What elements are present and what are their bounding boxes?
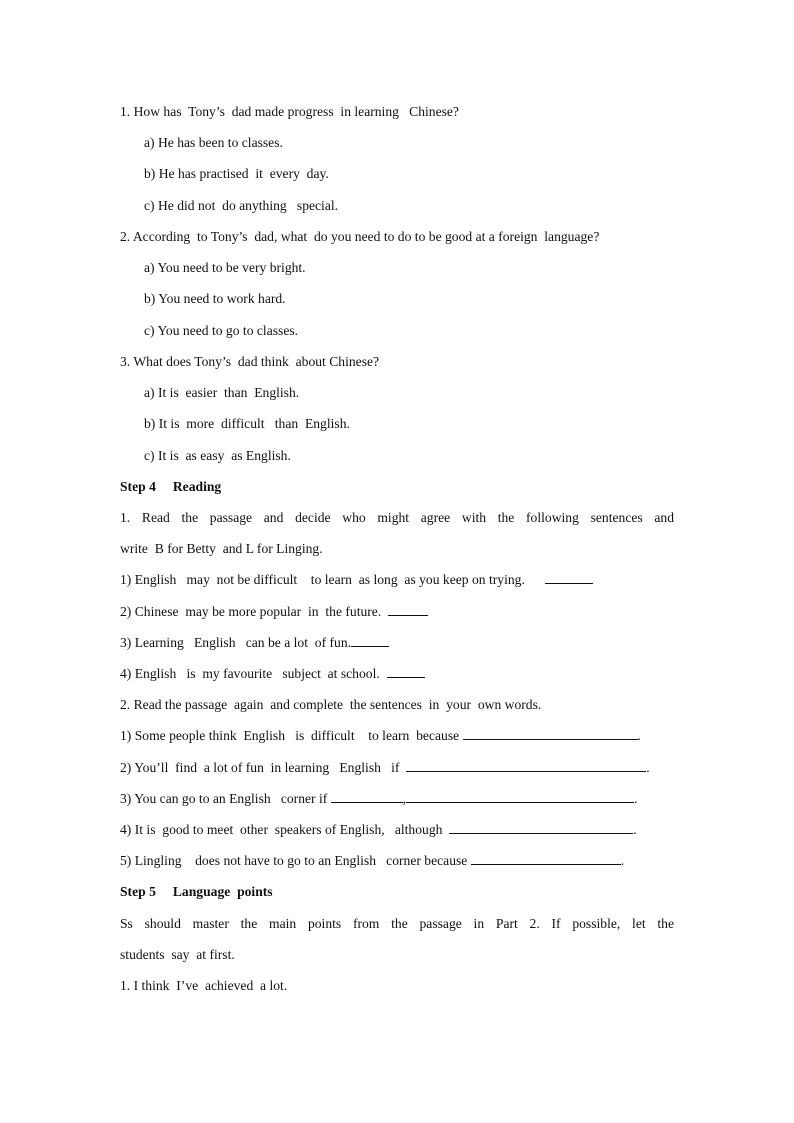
answer-blank[interactable] [471, 852, 621, 865]
q3-option-c: c) It is as easy as English. [144, 448, 291, 463]
step5-point-1: 1. I think I’ve achieved a lot. [120, 978, 288, 993]
answer-blank[interactable] [331, 790, 403, 803]
step4-item1-2: 2) Chinese may be more popular in the future. [120, 602, 428, 622]
q1-option-a: a) He has been to classes. [144, 135, 283, 150]
step4-item1-3: 3) Learning English can be a lot of fun. [120, 633, 389, 653]
step5-para-line1: Ss should master the main points from the passage in Part 2. If possible, let the [120, 916, 674, 931]
q1-option-c: c) He did not do anything special. [144, 198, 339, 213]
q2-option-c: c) You need to go to classes. [144, 323, 299, 338]
step4-heading: Step 4 Reading [120, 479, 222, 494]
question-1: 1. How has Tony’s dad made progress in learning Chinese? [120, 104, 459, 119]
step5-heading: Step 5 Language points [120, 884, 273, 899]
step4-item2-5: 5) Lingling does not have to go to an English corner because . [120, 853, 625, 868]
answer-blank[interactable] [463, 727, 638, 740]
step4-item2-3: 3) You can go to an English corner if , . [120, 791, 638, 806]
answer-blank[interactable] [388, 603, 428, 616]
answer-blank[interactable] [406, 790, 634, 803]
step4-item1-4: 4) English is my favourite subject at school. [120, 664, 425, 684]
step4-item2-1: 1) Some people think English is difficult to learn because . [120, 728, 641, 743]
answer-blank[interactable] [449, 821, 633, 834]
step5-para-line2: students say at first. [120, 947, 235, 962]
step4-task2: 2. Read the passage again and complete the sentences in your own words. [120, 697, 542, 712]
step4-item2-4: 4) It is good to meet other speakers of English, although . [120, 822, 637, 837]
question-3: 3. What does Tony’s dad think about Chinese? [120, 354, 380, 369]
step4-item2-2: 2) You’ll find a lot of fun in learning English if . [120, 760, 650, 775]
answer-blank[interactable] [545, 571, 593, 584]
answer-blank[interactable] [406, 759, 646, 772]
question-2: 2. According to Tony’s dad, what do you need to do to be good at a foreign language? [120, 229, 600, 244]
step4-task1-line2: write B for Betty and L for Linging. [120, 541, 323, 556]
step4-task1-line1: 1. Read the passage and decide who might agree with the following sentences and [120, 510, 674, 525]
step4-item1-1: 1) English may not be difficult to learn as long as you keep on trying. [120, 570, 593, 590]
q3-option-b: b) It is more difficult than English. [144, 416, 350, 431]
answer-blank[interactable] [387, 665, 425, 678]
q3-option-a: a) It is easier than English. [144, 385, 300, 400]
q1-option-b: b) He has practised it every day. [144, 166, 329, 181]
q2-option-b: b) You need to work hard. [144, 291, 286, 306]
q2-option-a: a) You need to be very bright. [144, 260, 306, 275]
answer-blank[interactable] [351, 634, 389, 647]
